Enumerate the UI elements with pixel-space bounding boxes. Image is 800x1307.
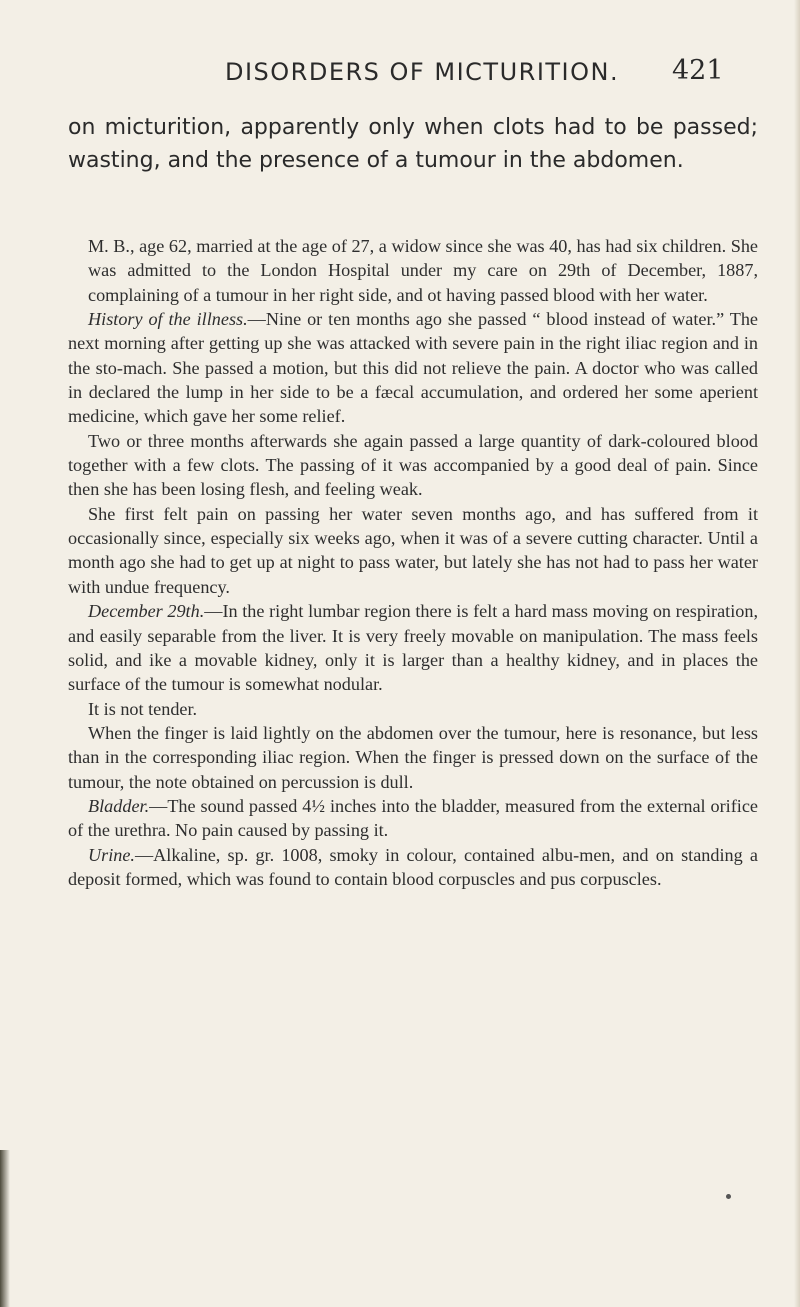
paragraph-pain: She first felt pain on passing her water seven months ago, and has suffered from it occasionally since, especially six weeks ago, when it was of a severe cutting character. Until a month ago she had to get up at night to pass water, but lately she has not had to pass her water with undue frequency. — [68, 503, 758, 597]
heading-history: History of the illness. — [88, 309, 248, 330]
paragraph-second-haemorrhage: Two or three months afterwards she again passed a large quantity of dark-coloured blood together with a few clots. The passing of it was accompanied by a good deal of pain. Since then she has been losing flesh, and feeling weak. — [68, 430, 758, 500]
paragraph-percussion: When the finger is laid lightly on the abdomen over the tumour, here is resonance, but less than in the corresponding iliac region. When the finger is pressed down on the surface of the tumour, the note obtained on percussion is dull. — [68, 722, 758, 792]
paragraph-bladder: Bladder.—The sound passed 4½ inches into the bladder, measured from the external orifice of the urethra. No pain caused by passing it. — [68, 795, 758, 841]
ink-speck — [726, 1194, 731, 1199]
header-title: DISORDERS OF MICTURITION. — [225, 58, 620, 86]
page-number: 421 — [672, 55, 724, 86]
paragraph-patient: M. B., age 62, married at the age of 27, a widow since she was 40, has had six children. She was admitted to the London Hospital under my care on 29th of December, 1887, complaining of a tumour in her right side, and ot having passed blood with her water. — [88, 236, 758, 305]
binding-shadow — [0, 1150, 10, 1307]
paragraph-urine: Urine.—Alkaline, sp. gr. 1008, smoky in colour, contained albu-men, and on standing a deposit formed, which was found to contain blood corpuscles and pus corpuscles. — [68, 844, 758, 889]
lead-paragraph: on micturition, apparently only when clots had to be passed; wasting, and the presence of a tumour in the abdomen. — [68, 115, 758, 173]
heading-bladder: Bladder. — [88, 795, 150, 816]
heading-urine: Urine. — [88, 844, 135, 865]
paragraph-examination: December 29th.—In the right lumbar region there is felt a hard mass moving on respiration, and easily separable from the liver. It is very freely movable on manipulation. The mass feels solid, and ike a movable kidney, only it is larger than a healthy kidney, and in places the surface of the tumour is somewhat nodular. — [68, 601, 758, 695]
paragraph-history: History of the illness.—Nine or ten months ago she passed “ blood instead of water.” The next morning after getting up she was attacked with severe pain in the right iliac region and in the sto-mach. She passed a motion, but this did not relieve the pain. A doctor who was called in declared the lump in her side to be a fæcal accumulation, and ordered her some aperient medicine, which gave her some relief. — [68, 309, 758, 427]
paragraph-tenderness: It is not tender. — [88, 698, 198, 719]
case-report — [68, 234, 758, 891]
heading-date: December 29th. — [88, 601, 205, 622]
page-edge-shadow — [794, 0, 800, 1307]
